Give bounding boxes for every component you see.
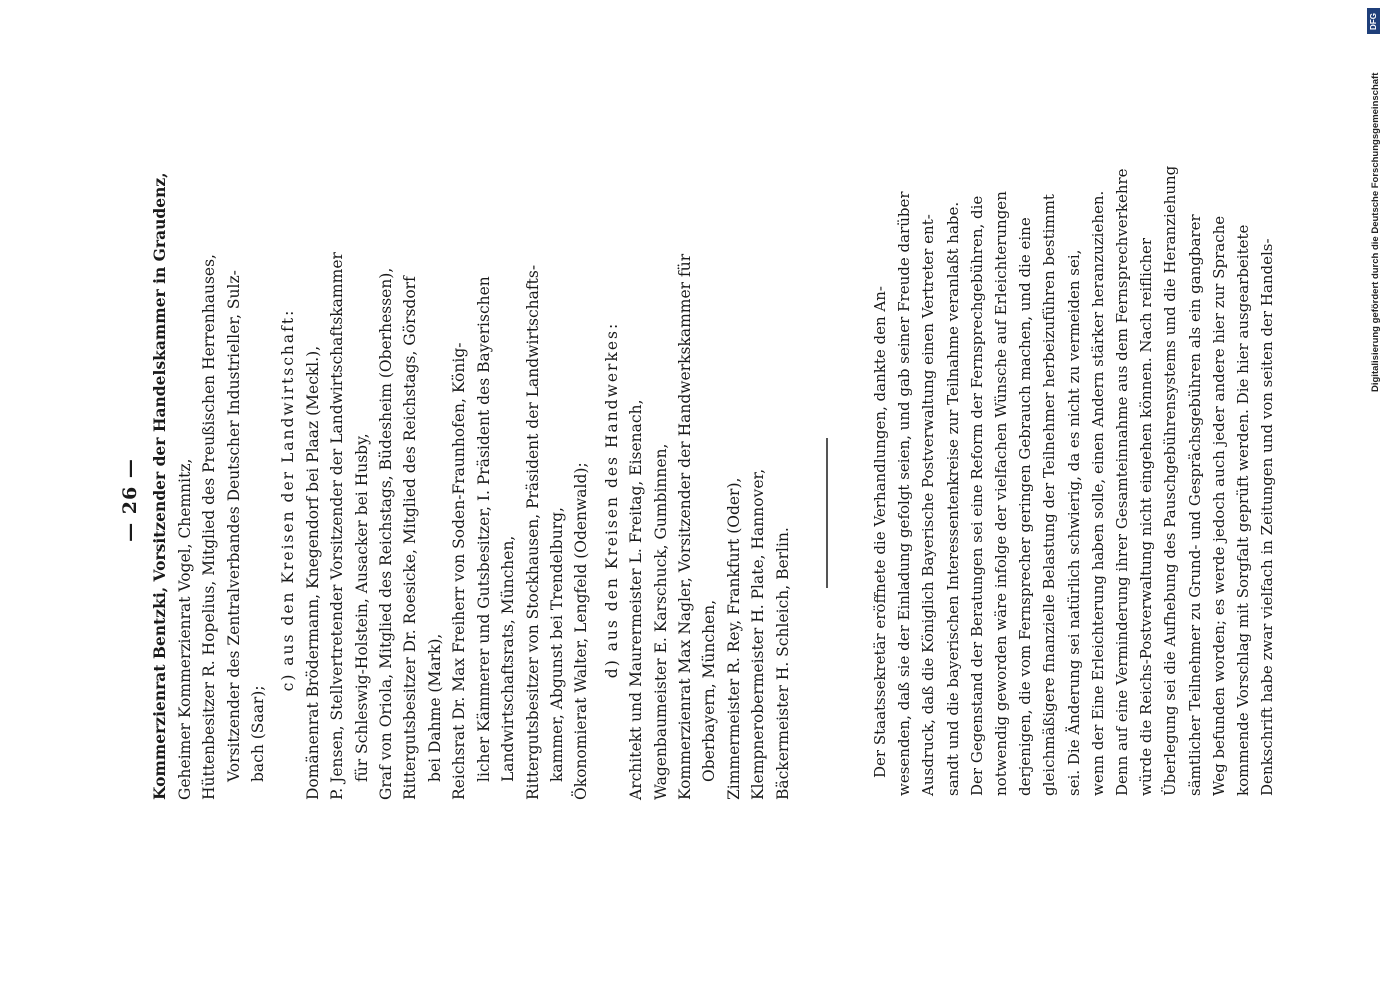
list-line: Ökonomierat Walter, Lengfeld (Odenwald); bbox=[572, 462, 591, 800]
list-line: Kommerzienrat Bentzki, Vorsitzender der Handelskammer in Graudenz, bbox=[150, 172, 170, 800]
paragraph-line: Denkschrift habe zwar vielfach in Zeitungen und von seiten der Handels- bbox=[1258, 238, 1277, 796]
list-line: Bäckermeister H. Schleich, Berlin. bbox=[773, 527, 792, 800]
page-number: — 26 — bbox=[119, 458, 141, 542]
paragraph-line: derjenigen, die vom Fernsprecher geringen Gebrauch machen, und die eine bbox=[1016, 217, 1035, 796]
list-line: Wagenbaumeister E. Karschuck, Gumbinnen, bbox=[651, 443, 670, 800]
section-divider bbox=[826, 438, 828, 588]
paragraph-line: sämtlicher Teilnehmer zu Grund- und Gesprächsgebühren als ein gangbarer bbox=[1185, 214, 1204, 796]
list-line: Landwirtschaftsrats, München, bbox=[499, 535, 518, 782]
list-line: Klempnerobermeister H. Plate, Hannover, bbox=[749, 468, 768, 800]
list-line: Rittergutsbesitzer von Stockhausen, Präsident der Landwirtschafts- bbox=[523, 264, 542, 800]
dfg-logo-text: DFG bbox=[1369, 12, 1379, 30]
paragraph-line: Ausdruck, daß die Königlich Bayerische Postverwaltung einen Vertreter ent- bbox=[919, 214, 938, 796]
paragraph-line: würde die Reichs-Postverwaltung nicht eingehen können. Nach reiflicher bbox=[1137, 237, 1156, 796]
digitization-note: Digitalisierung gefördert durch die Deutsche Forschungsgemeinschaft bbox=[1370, 72, 1381, 392]
body-paragraph bbox=[868, 165, 1279, 796]
section-d-heading: d) aus den Kreisen des Handwerkes: bbox=[602, 321, 621, 679]
list-line: Graf von Oriola, Mitglied des Reichstags, Büdesheim (Oberhessen), bbox=[377, 267, 396, 800]
paragraph-line: notwendig geworden wäre infolge der vielfachen Wünsche auf Erleichterungen bbox=[992, 191, 1011, 796]
paragraph-line: gleichmäßigere finanzielle Belastung der Teilnehmer herbeizuführen bestimmt bbox=[1040, 194, 1059, 796]
list-line: kammer, Abgunst bei Trendelburg, bbox=[547, 507, 566, 782]
list-line: licher Kämmerer und Gutsbesitzer, I. Präsident des Bayerischen bbox=[474, 276, 493, 782]
list-line: Vorsitzender des Zentralverbandes Deutscher Industrieller, Sulz- bbox=[224, 270, 243, 782]
list-line: bach (Saar); bbox=[249, 685, 268, 782]
list-line: Oberbayern, München, bbox=[700, 599, 719, 782]
list-line: Architekt und Maurermeister L. Freitag, Eisenach, bbox=[627, 399, 646, 800]
list-line: bei Dahme (Mark), bbox=[425, 633, 444, 782]
paragraph-line: wesenden, daß sie der Einladung gefolgt seien, und gab seiner Freude darüber bbox=[895, 191, 914, 796]
list-line: Hüttenbesitzer R. Hopelius, Mitglied des Preußischen Herrenhauses, bbox=[200, 254, 219, 800]
paragraph-line: Der Gegenstand der Beratungen sei eine Reform der Fernsprechgebühren, die bbox=[967, 195, 986, 796]
paragraph-line: Der Staatssekretär eröffnete die Verhandlungen, dankte den An- bbox=[871, 286, 889, 778]
paragraph-line: sandt und die bayerischen Interessentenkreise zur Teilnahme veranlaßt habe. bbox=[943, 201, 962, 796]
paragraph-line: wenn der Eine Erleichterung haben solle, einen Andern stärker heranzuziehen. bbox=[1088, 190, 1107, 796]
list-line: P. Jensen, Stellvertretender Vorsitzender der Landwirtschaftskammer bbox=[328, 252, 347, 800]
paragraph-line: Überlegung sei die Aufhebung des Pauschgebührensystems und die Heranziehung bbox=[1161, 165, 1180, 796]
list-line: Reichsrat Dr. Max Freiherr von Soden-Fraunhofen, König- bbox=[450, 342, 469, 800]
paragraph-line: Denn auf eine Verminderung ihrer Gesamteinnahme aus dem Fernsprechverkehre bbox=[1113, 168, 1132, 796]
list-line: für Schleswig-Holstein, Ausacker bei Husby, bbox=[352, 433, 371, 782]
list-line: Geheimer Kommerzienrat Vogel, Chemnitz, bbox=[175, 458, 194, 800]
paragraph-line: sei. Die Änderung sei natürlich schwierig, da es nicht zu vermeiden sei, bbox=[1064, 249, 1083, 796]
dfg-logo bbox=[1367, 8, 1380, 34]
list-line: Zimmermeister R. Rey, Frankfurt (Oder), bbox=[724, 477, 743, 800]
upper-column bbox=[118, 172, 795, 800]
list-line: Domänenrat Brödermann, Knegendorf bei Plaaz (Meckl.), bbox=[303, 345, 322, 800]
list-line: Rittergutsbesitzer Dr. Roesicke, Mitglied des Reichstags, Görsdorf bbox=[401, 276, 420, 800]
paragraph-line: Weg befunden worden; es werde jedoch auch jeder andere hier zur Sprache bbox=[1209, 215, 1228, 796]
list-line: Kommerzienrat Max Nagler, Vorsitzender der Handwerkskammer für bbox=[675, 253, 694, 800]
paragraph-line: kommende Vorschlag mit Sorgfalt geprüft werden. Die hier ausgearbeitete bbox=[1234, 224, 1253, 796]
section-c-heading: c) aus den Kreisen der Landwirtschaft: bbox=[279, 308, 298, 692]
